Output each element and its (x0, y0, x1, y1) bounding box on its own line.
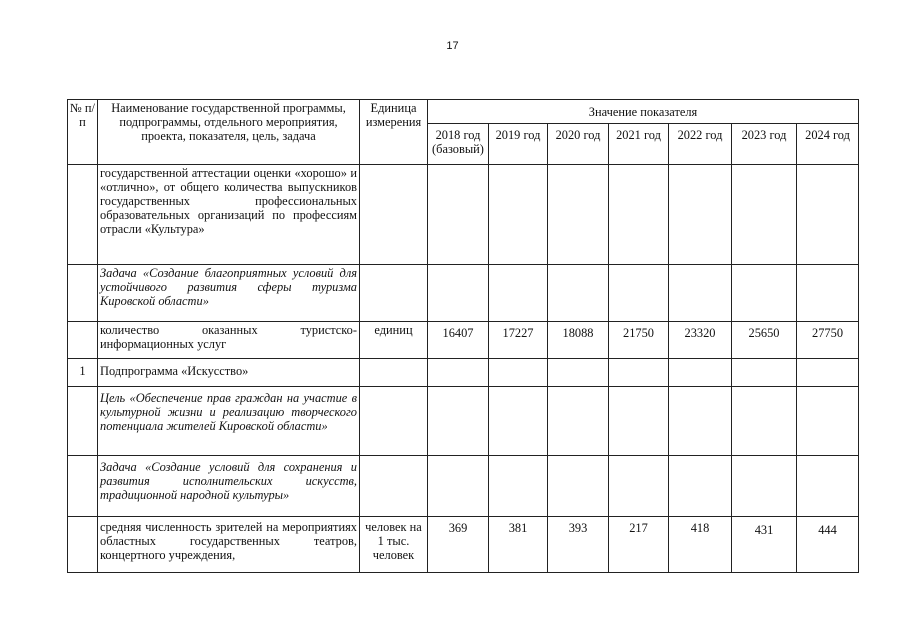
header-year: 2020 год (548, 124, 609, 165)
row-value (489, 387, 548, 456)
row-value (548, 165, 609, 265)
row-value (548, 265, 609, 322)
table-row (68, 456, 859, 517)
row-name: Цель «Обеспечение прав граждан на участие в культурной жизни и реализацию творческого потенциала жителей Кировской области» (98, 387, 360, 456)
row-value: 27750 (797, 322, 859, 359)
indicators-table (67, 99, 859, 573)
row-value (797, 456, 859, 517)
row-value (489, 456, 548, 517)
row-name: Задача «Создание благоприятных условий для устойчивого развития сферы туризма Кировской области» (98, 265, 360, 322)
table-row (68, 265, 859, 322)
row-name: Подпрограмма «Искусство» (98, 359, 360, 387)
row-value (669, 387, 732, 456)
row-num (68, 456, 98, 517)
row-value (548, 387, 609, 456)
row-value: 23320 (669, 322, 732, 359)
row-value (428, 265, 489, 322)
row-value (797, 387, 859, 456)
row-unit: единиц (360, 322, 428, 359)
row-value (609, 265, 669, 322)
page-number: 17 (446, 40, 459, 52)
table-row (68, 387, 859, 456)
row-name: количество оказанных туристско-информационных услуг (98, 322, 360, 359)
row-value: 17227 (489, 322, 548, 359)
row-value: 381 (489, 517, 548, 573)
header-unit: Единица измерения (360, 100, 428, 165)
header-year: 2022 год (669, 124, 732, 165)
row-name: средняя численность зрителей на мероприятиях областных государственных театров, концертного учреждения, (98, 517, 360, 573)
row-value: 418 (669, 517, 732, 573)
row-value (428, 456, 489, 517)
row-unit (360, 387, 428, 456)
header-year: 2021 год (609, 124, 669, 165)
row-value (797, 165, 859, 265)
row-value: 393 (548, 517, 609, 573)
row-value (428, 387, 489, 456)
header-year: 2024 год (797, 124, 859, 165)
row-value (797, 265, 859, 322)
row-value (548, 456, 609, 517)
header-row (68, 100, 859, 124)
row-value (797, 359, 859, 387)
row-num (68, 265, 98, 322)
table-row (68, 165, 859, 265)
table-row (68, 517, 859, 573)
row-value: 444 (797, 517, 859, 573)
row-value (489, 359, 548, 387)
row-unit: человек на 1 тыс. человек (360, 517, 428, 573)
header-year: 2019 год (489, 124, 548, 165)
row-value (548, 359, 609, 387)
row-value (732, 387, 797, 456)
row-value (609, 456, 669, 517)
row-name: государственной аттестации оценки «хорошо» и «отлично», от общего количества выпускников государственных профессиональных образовательных организаций по профессиям отрасли «Культура» (98, 165, 360, 265)
row-value (732, 456, 797, 517)
row-value (609, 359, 669, 387)
row-value (732, 359, 797, 387)
header-year: 2018 год (базовый) (428, 124, 489, 165)
row-num (68, 517, 98, 573)
row-value (609, 165, 669, 265)
row-value: 18088 (548, 322, 609, 359)
row-name: Задача «Создание условий для сохранения и развития исполнительских искусств, традиционной народной культуры» (98, 456, 360, 517)
row-value: 431 (732, 517, 797, 573)
header-year: 2023 год (732, 124, 797, 165)
row-value (732, 165, 797, 265)
row-value (669, 359, 732, 387)
row-num (68, 165, 98, 265)
row-value: 21750 (609, 322, 669, 359)
row-unit (360, 265, 428, 322)
row-value (428, 359, 489, 387)
row-value (489, 165, 548, 265)
header-values: Значение показателя (428, 100, 859, 124)
row-value (428, 165, 489, 265)
row-unit (360, 456, 428, 517)
row-value (669, 265, 732, 322)
header-num: № п/п (68, 100, 98, 165)
row-value (489, 265, 548, 322)
row-num (68, 387, 98, 456)
row-unit (360, 359, 428, 387)
table-row (68, 322, 859, 359)
row-value: 16407 (428, 322, 489, 359)
row-value (732, 265, 797, 322)
row-value: 25650 (732, 322, 797, 359)
table-row (68, 359, 859, 387)
row-unit (360, 165, 428, 265)
row-value: 217 (609, 517, 669, 573)
row-value (609, 387, 669, 456)
row-value (669, 165, 732, 265)
row-value: 369 (428, 517, 489, 573)
header-name: Наименование государственной программы, подпрограммы, отдельного мероприятия, проекта, показателя, цель, задача (98, 100, 360, 165)
row-value (669, 456, 732, 517)
row-num (68, 322, 98, 359)
row-num: 1 (68, 359, 98, 387)
